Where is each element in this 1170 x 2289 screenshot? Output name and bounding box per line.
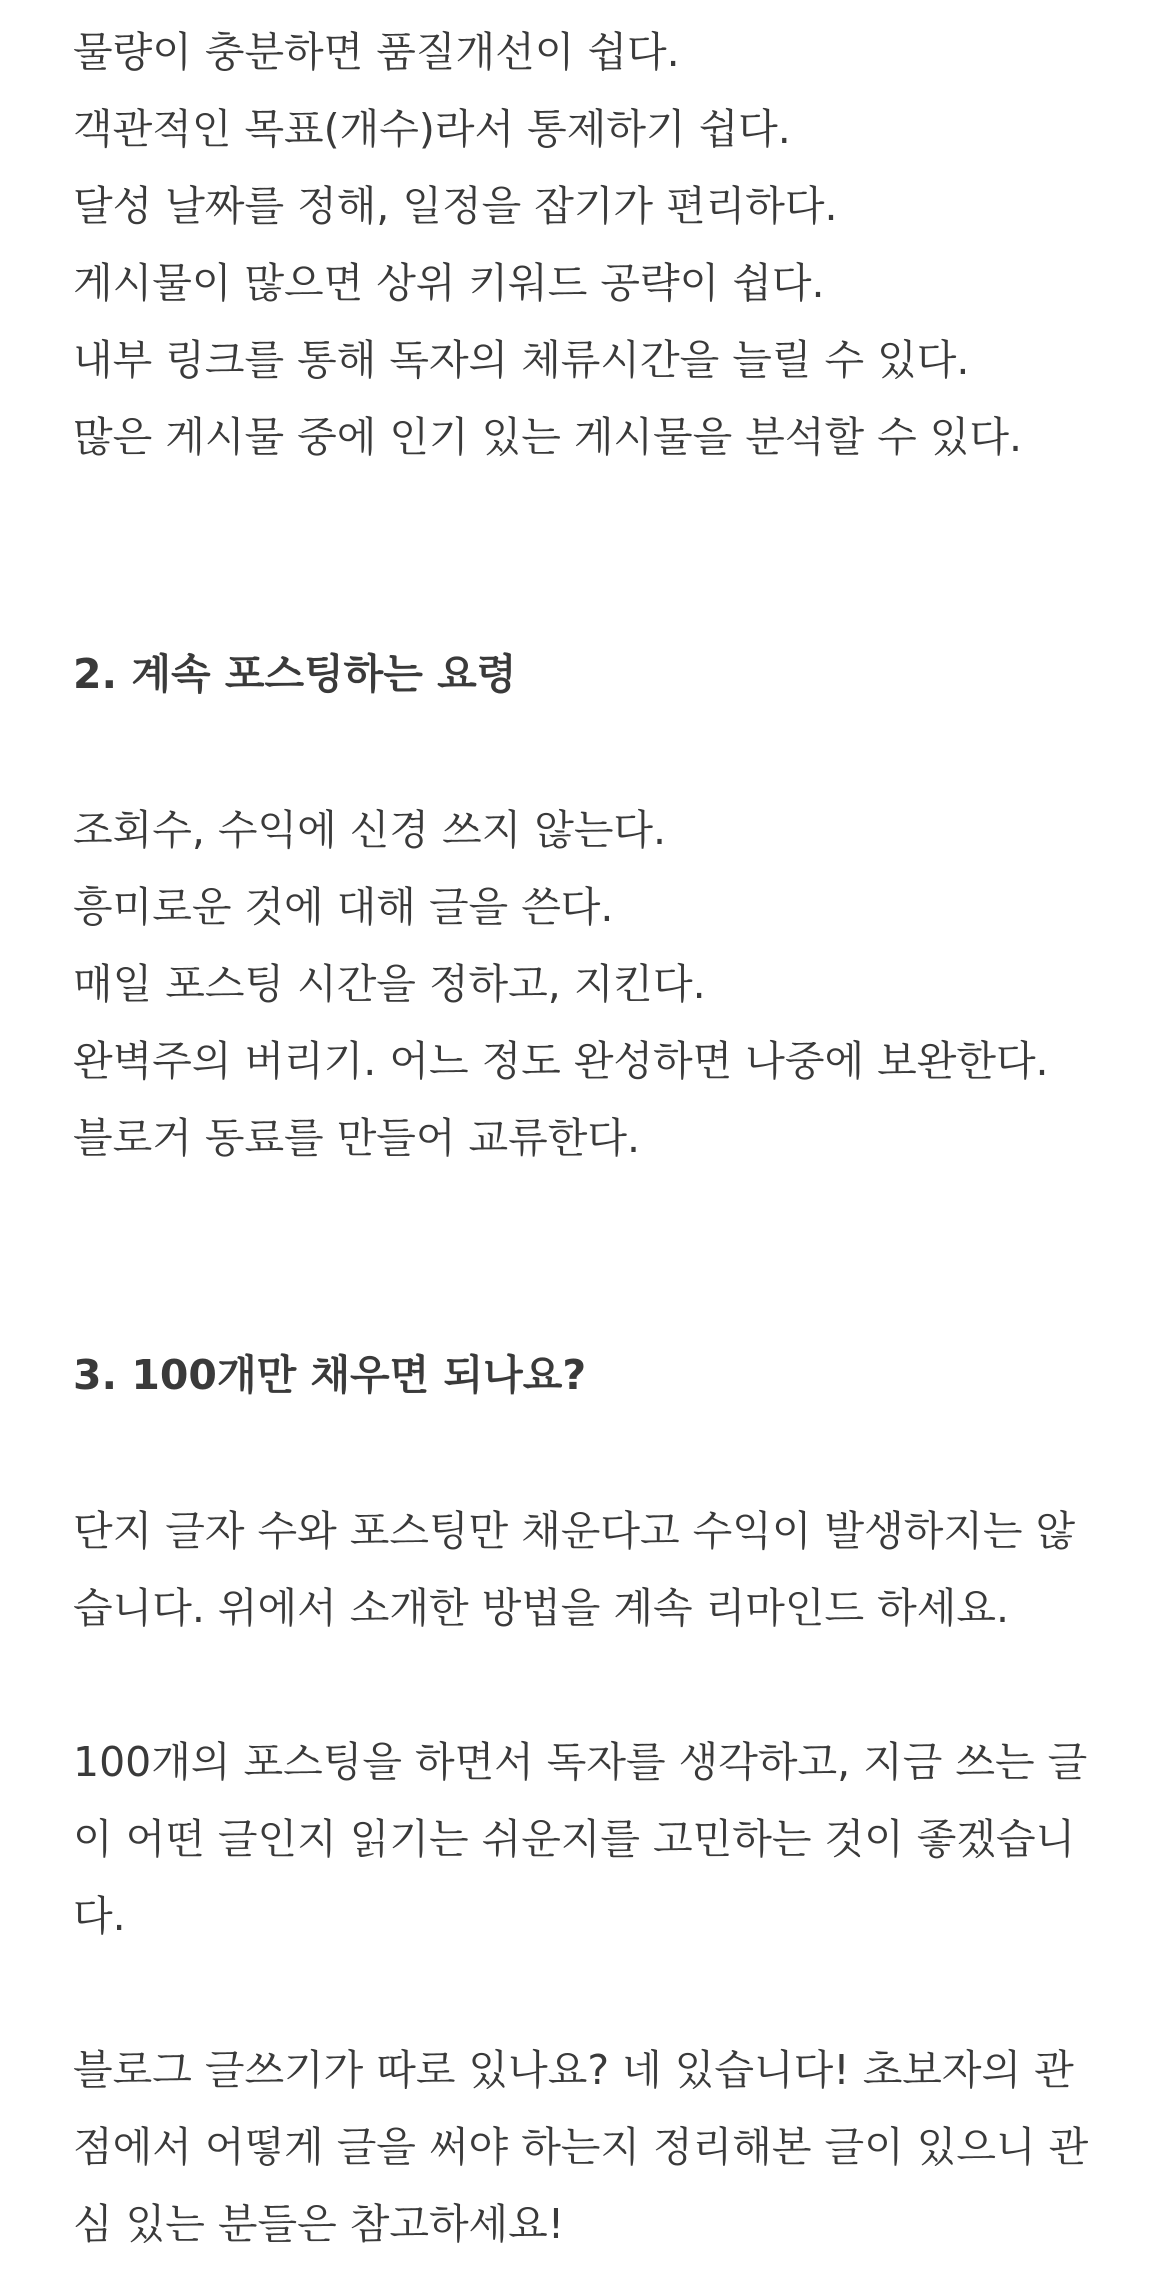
list-item: 게시물이 많으면 상위 키워드 공략이 쉽다. [73,259,825,307]
posting-tips-list [73,792,1097,1177]
list-item: 매일 포스팅 시간을 정하고, 지킨다. [73,960,706,1008]
list-item: 많은 게시물 중에 인기 있는 게시물을 분석할 수 있다. [73,413,1023,461]
list-item: 객관적인 목표(개수)라서 통제하기 쉽다. [73,105,791,153]
list-item: 블로거 동료를 만들어 교류한다. [73,1114,641,1162]
section-heading-100-posts: 3. 100개만 채우면 되나요? [73,1351,587,1399]
list-item: 물량이 충분하면 품질개선이 쉽다. [73,28,680,76]
paragraph: 블로그 글쓰기가 따로 있나요? 네 있습니다! 초보자의 관점에서 어떻게 글을 써야 하는지 정리해본 글이 있으니 관심 있는 분들은 참고하세요! [73,2046,1089,2248]
list-item: 내부 링크를 통해 독자의 체류시간을 늘릴 수 있다. [73,336,970,384]
paragraph: 100개의 포스팅을 하면서 독자를 생각하고, 지금 쓰는 글이 어떤 글인지 읽기는 쉬운지를 고민하는 것이 좋겠습니다. [73,1738,1088,1940]
benefits-list [73,14,1097,476]
paragraph: 단지 글자 수와 포스팅만 채운다고 수익이 발생하지는 않습니다. 위에서 소개한 방법을 계속 리마인드 하세요. [73,1507,1076,1632]
list-item: 흥미로운 것에 대해 글을 쓴다. [73,883,614,931]
list-item: 조회수, 수익에 신경 쓰지 않는다. [73,806,667,854]
list-item: 달성 날짜를 정해, 일정을 잡기가 편리하다. [73,182,838,230]
list-item: 완벽주의 버리기. 어느 정도 완성하면 나중에 보완한다. [73,1037,1049,1085]
section-heading-posting-tips: 2. 계속 포스팅하는 요령 [73,650,517,698]
